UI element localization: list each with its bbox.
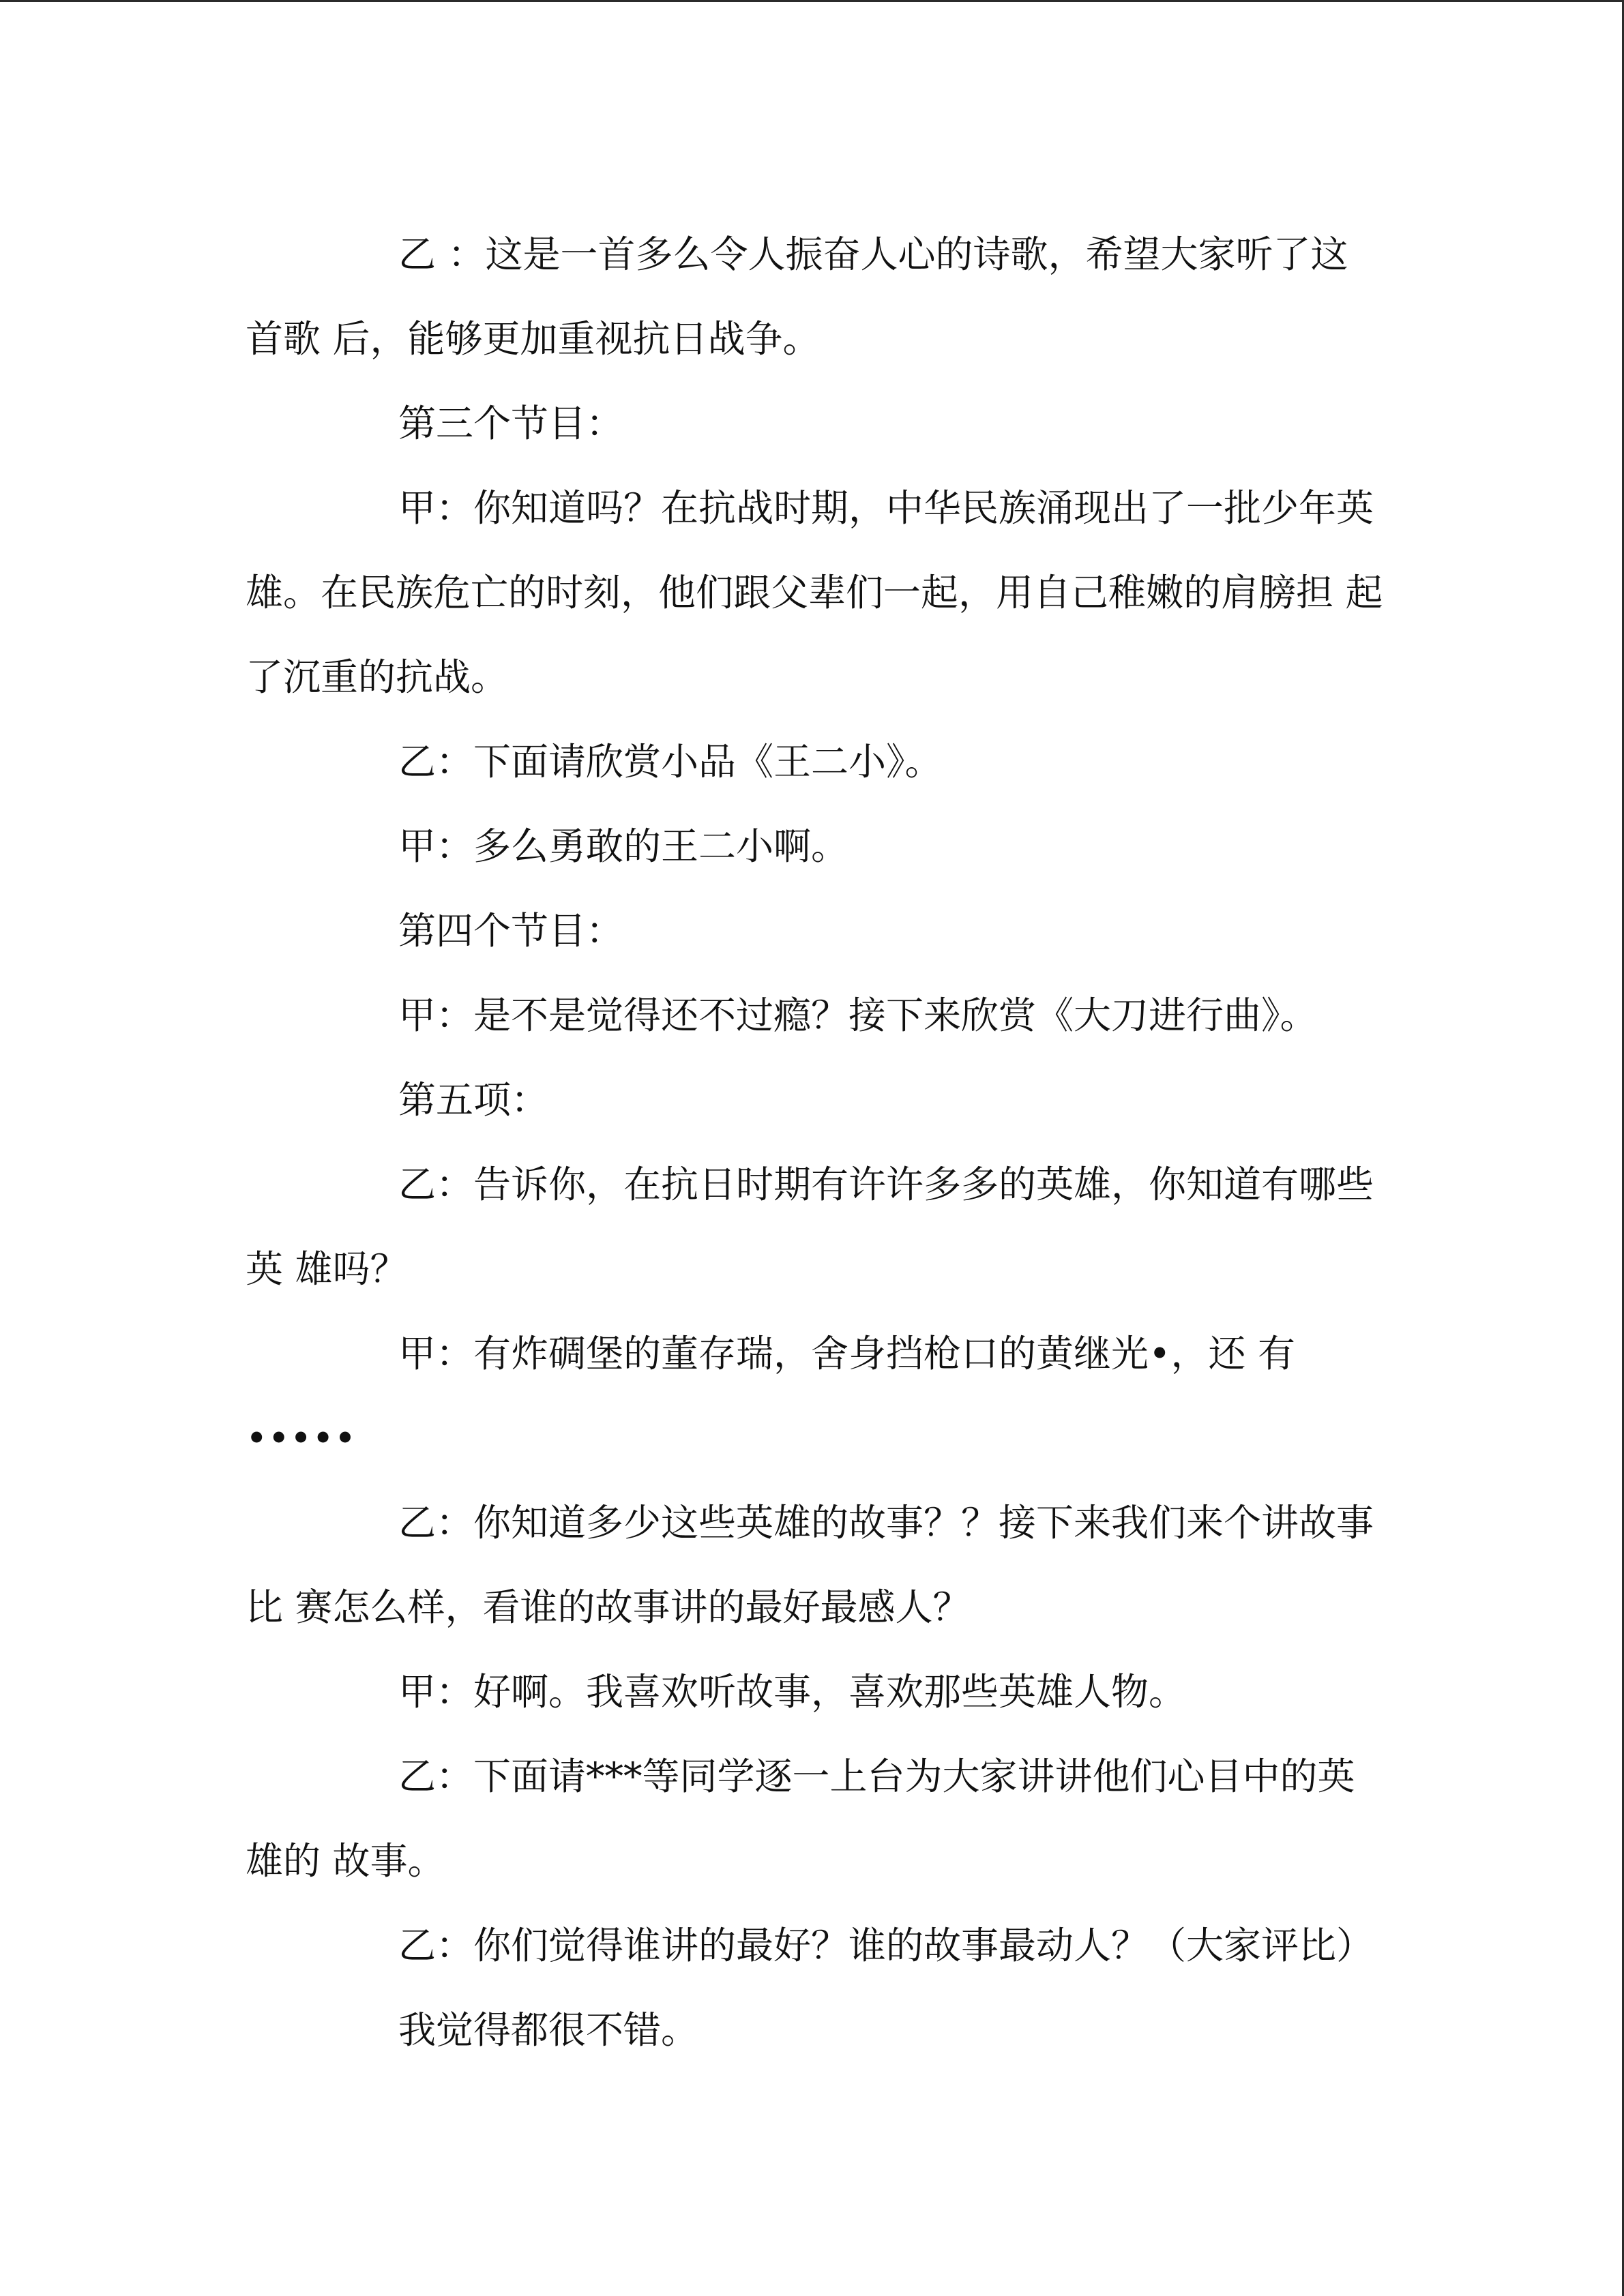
section-heading: 第四个节目： [398,909,624,953]
paragraph-8 [246,1058,1385,1142]
paragraph-line: 甲：是不是觉得还不过瘾？接下来欣赏《大刀进行曲》。 [398,994,1318,1037]
paragraph-4 [246,719,1385,804]
paragraph-line: 雄。在民族危亡的时刻，他们跟父辈们一起，用自己稚嫩的肩膀担 [246,571,1334,614]
paragraph-3 [246,466,1385,719]
paragraph-1 [246,212,1385,381]
document-body [246,212,1385,2072]
paragraph-line: 乙：下面请***等同学逐一上台为大家讲讲他们心目中的英雄的 [246,1755,1355,1883]
section-heading: 第五项： [398,1078,549,1122]
paragraph-line: 我觉得都很不错。 [398,2008,699,2052]
paragraph-10 [246,1311,1385,1480]
paragraph-13 [246,1734,1385,1903]
paragraph-line: 甲：你知道吗？在抗战时期，中华民族涌现出了一批少年英 [398,486,1374,530]
paragraph-line: 乙：你们觉得谁讲的最好？谁的故事最动人？（大家评比） [398,1924,1374,1967]
paragraph-line: 有••••• [246,1332,1295,1460]
paragraph-line: 乙 ：这是一首多么令人振奋人心的诗歌，希望大家听了这首歌 [246,233,1348,361]
paragraph-line: 后，能够更加重视抗日战争。 [332,317,821,361]
paragraph-line: 乙：下面请欣赏小品《王二小》。 [398,740,943,784]
paragraph-line: 甲：好啊。我喜欢听故事，喜欢那些英雄人物。 [398,1670,1187,1714]
paragraph-line: 乙：告诉你，在抗日时期有许许多多的英雄，你知道有哪些英 [246,1163,1374,1291]
paragraph-7 [246,973,1385,1058]
paragraph-line: 故事。 [332,1839,445,1883]
paragraph-6 [246,889,1385,973]
paragraph-11 [246,1480,1385,1650]
paragraph-line: 甲：多么勇敢的王二小啊。 [398,824,849,868]
paragraph-line: 乙：你知道多少这些英雄的故事？？接下来我们来个讲故事比 [246,1501,1374,1629]
paragraph-line: 雄吗？ [295,1247,408,1291]
paragraph-9 [246,1142,1385,1311]
paragraph-line: 起了沉重的抗战。 [246,571,1383,699]
paragraph-line: 赛怎么样，看谁的故事讲的最好最感人？ [295,1585,971,1629]
section-heading: 第三个节目： [398,402,624,445]
paragraph-12 [246,1650,1385,1734]
paragraph-14 [246,1903,1385,1988]
paragraph-15 [246,1988,1385,2072]
paragraph-5 [246,804,1385,889]
paragraph-2 [246,381,1385,466]
paragraph-line: 甲：有炸碉堡的董存瑞，舍身挡枪口的黄继光•，还 [398,1332,1246,1375]
